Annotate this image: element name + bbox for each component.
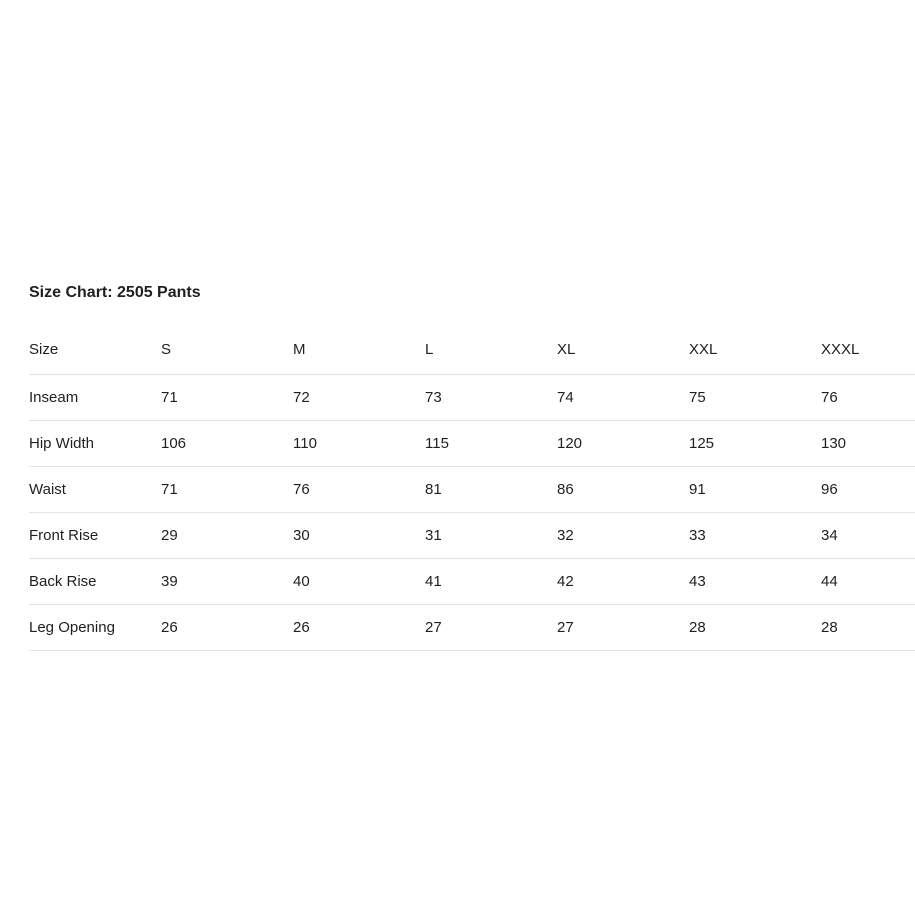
header-cell: L	[425, 341, 434, 359]
table-header-row	[29, 332, 915, 374]
table-cell: 28	[821, 618, 838, 636]
table-cell: 115	[425, 434, 449, 452]
table-cell: 76	[821, 388, 838, 406]
table-cell: 74	[557, 388, 574, 406]
table-cell: 30	[293, 526, 310, 544]
table-cell: 71	[161, 388, 178, 406]
size-chart	[29, 282, 915, 651]
table-cell: 96	[821, 480, 838, 498]
table-cell: 76	[293, 480, 310, 498]
header-cell: XL	[557, 341, 576, 359]
table-cell: 29	[161, 526, 178, 544]
table-row	[29, 558, 915, 604]
row-label: Front Rise	[29, 526, 99, 544]
table-cell: 91	[689, 480, 706, 498]
table-cell: 40	[293, 572, 310, 590]
row-label: Hip Width	[29, 434, 95, 452]
size-table	[29, 332, 915, 651]
row-label: Back Rise	[29, 572, 97, 590]
row-label: Inseam	[29, 388, 79, 406]
table-cell: 130	[821, 434, 847, 452]
header-cell: S	[161, 341, 172, 359]
table-cell: 39	[161, 572, 178, 590]
header-cell: Size	[29, 341, 59, 359]
table-cell: 86	[557, 480, 574, 498]
table-row	[29, 374, 915, 420]
header-cell: XXL	[689, 341, 718, 359]
table-cell: 106	[161, 434, 187, 452]
table-row	[29, 420, 915, 466]
table-cell: 110	[293, 434, 317, 452]
table-cell: 34	[821, 526, 838, 544]
table-row	[29, 466, 915, 512]
header-cell: XXXL	[821, 341, 860, 359]
table-row	[29, 512, 915, 558]
header-cell: M	[293, 341, 306, 359]
table-cell: 32	[557, 526, 574, 544]
table-cell: 42	[557, 572, 574, 590]
table-cell: 26	[161, 618, 178, 636]
table-cell: 44	[821, 572, 838, 590]
table-cell: 120	[557, 434, 583, 452]
row-label: Waist	[29, 480, 66, 498]
size-chart-title: Size Chart: 2505 Pants	[29, 284, 201, 301]
row-label: Leg Opening	[29, 618, 115, 636]
table-cell: 43	[689, 572, 706, 590]
table-cell: 33	[689, 526, 706, 544]
table-cell: 72	[293, 388, 310, 406]
table-cell: 27	[425, 618, 442, 636]
table-cell: 81	[425, 480, 442, 498]
table-cell: 28	[689, 618, 706, 636]
table-cell: 31	[425, 526, 442, 544]
table-cell: 41	[425, 572, 442, 590]
table-cell: 73	[425, 388, 442, 406]
table-row	[29, 604, 915, 650]
table-cell: 75	[689, 388, 706, 406]
table-cell: 26	[293, 618, 310, 636]
table-cell: 125	[689, 434, 715, 452]
table-cell: 71	[161, 480, 178, 498]
table-cell: 27	[557, 618, 574, 636]
